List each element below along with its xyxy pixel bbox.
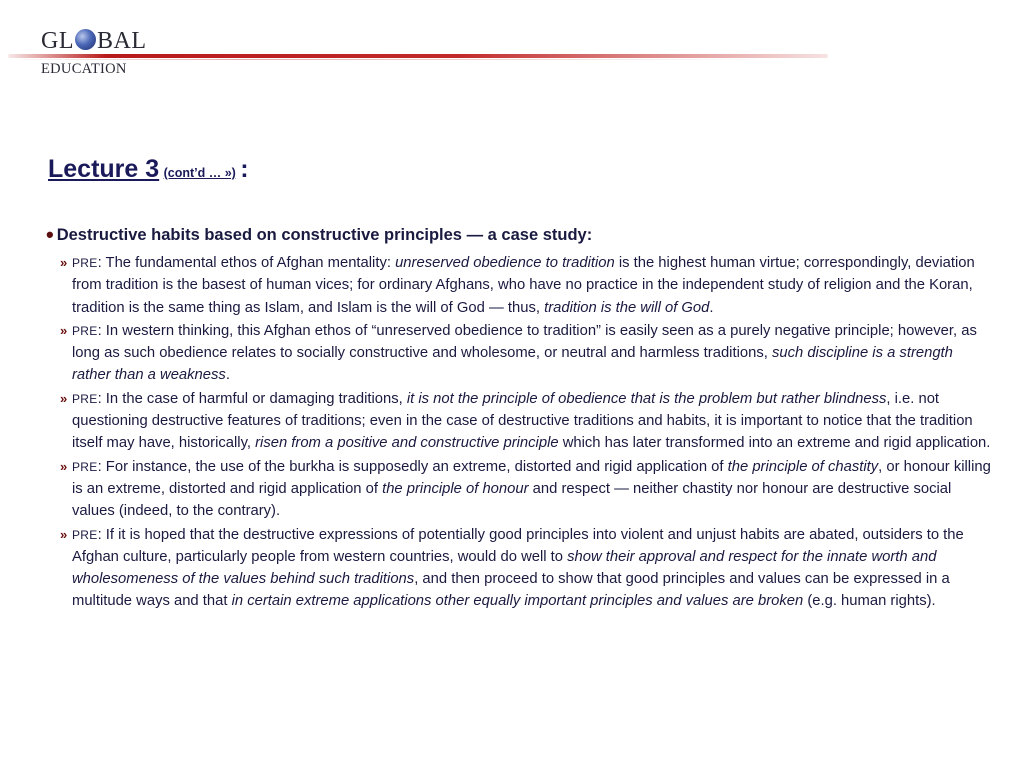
- logo-global-left: GL: [41, 28, 74, 54]
- list-item: [60, 320, 995, 387]
- title-main: Lecture 3: [48, 155, 160, 183]
- body-text: .: [709, 299, 714, 316]
- list-item: [60, 252, 995, 319]
- double-chevron-icon: »: [60, 255, 68, 270]
- pre-label: PRE: [72, 527, 98, 542]
- header-red-swoosh: [8, 54, 828, 58]
- double-chevron-icon: »: [60, 458, 68, 474]
- emphasis-text: unreserved obedience to tradition: [395, 255, 615, 271]
- body-text: (e.g. human rights).: [803, 593, 936, 610]
- title-sub: (cont’d … »): [163, 166, 236, 180]
- pre-label: PRE: [72, 256, 98, 270]
- emphasis-text: show their approval and respect for the innate worth and wholesomeness of the values behind such traditions: [72, 548, 937, 588]
- header-red-swoosh-shadow: [8, 59, 768, 60]
- emphasis-text: the principle of chastity: [727, 458, 879, 475]
- sub-bullet-list: [60, 252, 995, 614]
- body-text: : In the case of harmful or damaging traditions,: [97, 390, 407, 407]
- list-item: [60, 456, 995, 523]
- title-colon: :: [240, 155, 249, 183]
- emphasis-text: tradition is the will of God: [544, 299, 710, 316]
- bullet-dot-icon: •: [46, 222, 54, 247]
- pre-label: PRE: [72, 323, 98, 338]
- globe-icon: [75, 29, 96, 50]
- pre-label: PRE: [72, 459, 98, 474]
- body-text: is the highest human virtue; correspondingly, deviation from tradition is the basest of human vices; for ordinary Afghans, who have no practice in the independent study of religion and the Koran, tradition is the same thing as Islam, and Islam is the will of God — thus,: [72, 255, 975, 316]
- emphasis-text: risen from a positive and constructive principle: [255, 435, 559, 452]
- list-item: [60, 388, 995, 455]
- double-chevron-icon: »: [60, 390, 68, 406]
- logo-global-wordmark: [41, 28, 147, 54]
- list-item: [60, 524, 995, 613]
- bullet-heading: [46, 222, 1006, 248]
- body-text: : In western thinking, this Afghan ethos of “unreserved obedience to tradition” is easily seen as a purely negative principle; however, as long as such obedience relates to socially constructive and wholesome, or neutral and harmless traditions,: [72, 322, 977, 362]
- bullet-heading-text: Destructive habits based on constructive principles — a case study:: [56, 226, 593, 244]
- emphasis-text: in certain extreme applications other equally important principles and values are broken: [231, 593, 804, 610]
- emphasis-text: such discipline is a strength rather than a weakness: [72, 345, 953, 384]
- body-text: which has later transformed into an extreme and rigid application.: [558, 435, 991, 452]
- body-text: , or honour killing is an extreme, distorted and rigid application of: [72, 458, 991, 497]
- emphasis-text: the principle of honour: [382, 480, 529, 497]
- body-text: .: [225, 367, 230, 384]
- body-text: , and then proceed to show that good principles and values can be expressed in a multitude ways and that: [72, 571, 950, 610]
- logo-global-right: BAL: [97, 28, 147, 54]
- pre-label: PRE: [72, 391, 98, 406]
- double-chevron-icon: »: [60, 526, 68, 542]
- body-text: : The fundamental ethos of Afghan mentality:: [97, 255, 396, 271]
- body-text: and respect — neither chastity nor honour are destructive social values (indeed, to the contrary).: [72, 480, 952, 520]
- slide-title: [48, 155, 249, 184]
- emphasis-text: it is not the principle of obedience that is the problem but rather blindness: [406, 390, 887, 407]
- body-text: , i.e. not questioning destructive features of traditions; even in the case of destructive traditions and habits, it is important to notice that the tradition itself may have, historically,: [72, 390, 973, 452]
- double-chevron-icon: »: [60, 322, 68, 338]
- body-text: : If it is hoped that the destructive expressions of potentially good principles into violent and unjust habits are abated, outsiders to the Afghan culture, particularly people from western countries, would do well to: [72, 526, 964, 565]
- logo-education-wordmark: EDUCATION: [41, 61, 127, 77]
- body-text: : For instance, the use of the burkha is supposedly an extreme, distorted and rigid application of: [97, 458, 728, 475]
